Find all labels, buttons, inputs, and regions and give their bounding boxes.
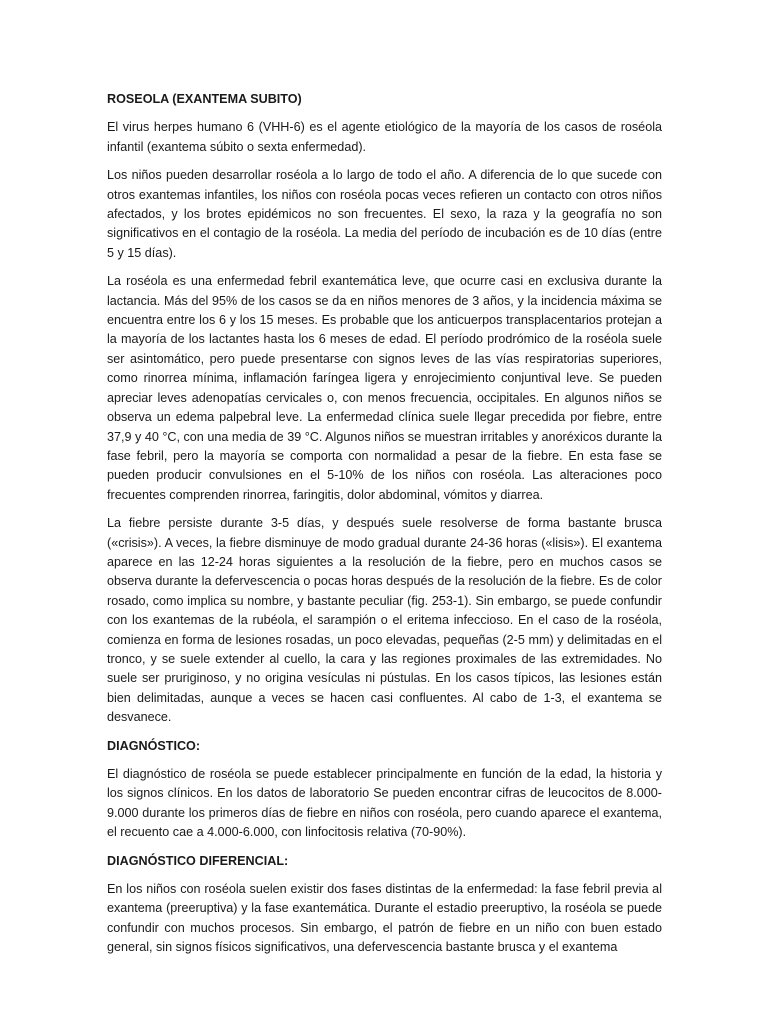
paragraph-epidemiology: Los niños pueden desarrollar roséola a lo largo de todo el año. A diferencia de lo que sucede con otros exantemas infantiles, los niños con roséola pocas veces refieren un contacto con otros niños afectados, y los brotes epidémicos no son frecuentes. El sexo, la raza y la geografía no son significativos en el contagio de la roséola. La media del período de incubación es de 10 días (entre 5 y 15 días). xyxy=(107,168,662,260)
paragraph-differential: En los niños con roséola suelen existir dos fases distintas de la enfermedad: la fase febril previa al exantema (preeruptiva) y la fase exantemática. Durante el estadio preeruptivo, la roséola se puede confundir con muchos procesos. Sin embargo, el patrón de fiebre en un niño con buen estado general, sin signos físicos significativos, una defervescencia bastante brusca y el exantema xyxy=(107,882,662,955)
paragraph-etiology: El virus herpes humano 6 (VHH-6) es el agente etiológico de la mayoría de los casos de roséola infantil (exantema súbito o sexta enfermedad). xyxy=(107,120,662,154)
paragraph-fever-rash: La fiebre persiste durante 3-5 días, y después suele resolverse de forma bastante brusca («crisis»). A veces, la fiebre disminuye de modo gradual durante 24-36 horas («lisis»). El exantema aparece en las 12-24 horas siguientes a la resolución de la fiebre, pero en muchos casos se observa durante la defervescencia o pocas horas después de la resolución de la fiebre. Es de color rosado, como implica su nombre, y bastante peculiar (fig. 253-1). Sin embargo, se puede confundir con los exantemas de la rubéola, el sarampión o el eritema infeccioso. En el caso de la roséola, comienza en forma de lesiones rosadas, un poco elevadas, pequeñas (2-5 mm) y delimitadas en el tronco, y se suele extender al cuello, la cara y las regiones proximales de las extremidades. No suele ser pruriginoso, y no origina vesículas ni pústulas. En los casos típicos, las lesiones están bien delimitadas, aunque a veces se hacen casi confluentes. Al cabo de 1-3, el exantema se desvanece. xyxy=(107,516,662,725)
paragraph-clinical: La roséola es una enfermedad febril exantemática leve, que ocurre casi en exclusiva durante la lactancia. Más del 95% de los casos se da en niños menores de 3 años, y la incidencia máxima se encuentra entre los 6 y los 15 meses. Es probable que los anticuerpos transplacentarios protejan a la mayoría de los lactantes hasta los 6 meses de edad. El período prodrómico de la roséola suele ser asintomático, pero puede presentarse con signos leves de las vías respiratorias superiores, como rinorrea mínima, inflamación faríngea ligera y enrojecimiento conjuntival leve. Se pueden apreciar leves adenopatías cervicales o, con menos frecuencia, occipitales. En algunos niños se observa un edema palpebral leve. La enfermedad clínica suele llegar precedida por fiebre, entre 37,9 y 40 °C, con una media de 39 °C. Algunos niños se muestran irritables y anoréxicos durante la fase febril, pero la mayoría se comporta con normalidad a pesar de la fiebre. En esta fase se pueden producir convulsiones en el 5-10% de los niños con roséola. Las alteraciones poco frecuentes comprenden rinorrea, faringitis, dolor abdominal, vómitos y diarrea. xyxy=(107,274,662,502)
heading-diagnosis: DIAGNÓSTICO: xyxy=(107,738,201,753)
document-page xyxy=(107,90,662,967)
paragraph-diagnosis: El diagnóstico de roséola se puede establecer principalmente en función de la edad, la historia y los signos clínicos. En los datos de laboratorio Se pueden encontrar cifras de leucocitos de 8.000-9.000 durante los primeros días de fiebre en niños con roséola, pero cuando aparece el exantema, el recuento cae a 4.000-6.000, con linfocitosis relativa (70-90%). xyxy=(107,767,662,840)
heading-differential-diagnosis: DIAGNÓSTICO DIFERENCIAL: xyxy=(107,853,289,868)
document-title: ROSEOLA (EXANTEMA SUBITO) xyxy=(107,92,302,106)
